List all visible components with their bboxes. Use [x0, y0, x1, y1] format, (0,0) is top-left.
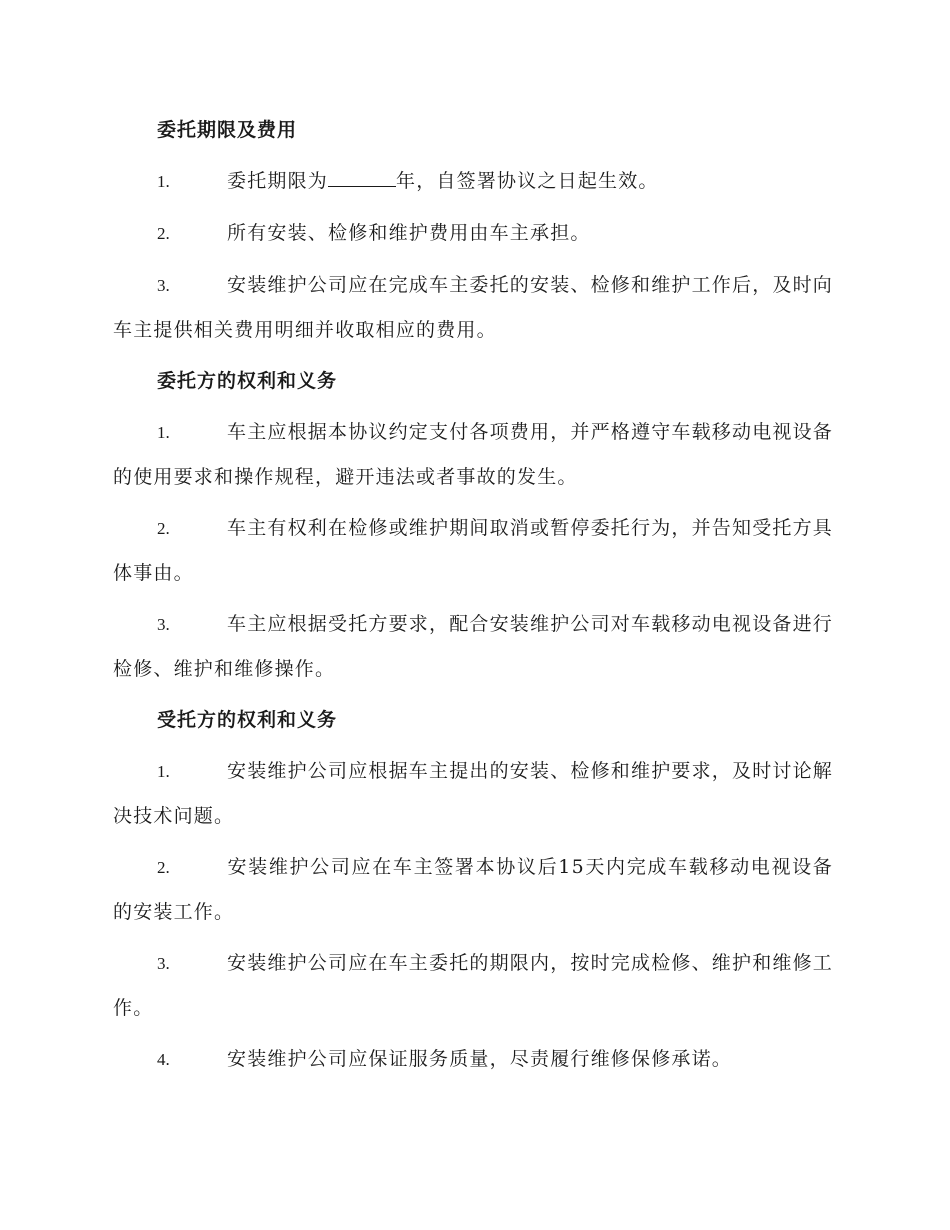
clause-number: 2.: [157, 858, 170, 877]
section-agent-rights: [113, 698, 833, 1082]
section-heading: 委托方的权利和义务: [157, 370, 338, 392]
section-principal-rights: [113, 359, 833, 691]
clause-item: [113, 749, 833, 838]
clause-item: [113, 263, 833, 352]
clause-number: 3.: [157, 615, 170, 634]
clause-text: 车主应根据本协议约定支付各项费用，并严格遵守车载移动电视设备的使用要求和操作规程，避开违法或者事故的发生。: [113, 421, 834, 488]
clause-item: [113, 845, 833, 934]
clause-text: 安装维护公司应根据车主提出的安装、检修和维护要求，及时讨论解决技术问题。: [113, 760, 834, 827]
clause-number: 2.: [157, 519, 170, 538]
clause-item: [113, 1037, 833, 1082]
clause-item: [113, 410, 833, 499]
clause-text: 车主有权利在检修或维护期间取消或暂停委托行为，并告知受托方具体事由。: [113, 517, 834, 584]
clause-item: [113, 602, 833, 691]
clause-number: 1.: [157, 762, 170, 781]
clause-text: 安装维护公司应在完成车主委托的安装、检修和维护工作后，及时向车主提供相关费用明细并收取相应的费用。: [113, 274, 834, 341]
fill-in-blank-line: [328, 162, 396, 187]
clause-text: 安装维护公司应保证服务质量，尽责履行维修保修承诺。: [227, 1048, 733, 1070]
clause-text-after-blank: 年，自签署协议之日起生效。: [396, 170, 659, 192]
clause-number: 3.: [157, 954, 170, 973]
clause-item: [113, 941, 833, 1030]
clause-number: 1.: [157, 172, 170, 191]
clause-number: 1.: [157, 423, 170, 442]
clause-item: [113, 211, 833, 256]
clause-number: 2.: [157, 224, 170, 243]
section-heading: 受托方的权利和义务: [157, 709, 338, 731]
clause-item: [113, 506, 833, 595]
clause-text: 安装维护公司应在车主委托的期限内，按时完成检修、维护和维修工作。: [113, 952, 834, 1019]
clause-text: 所有安装、检修和维护费用由车主承担。: [227, 222, 591, 244]
clause-item: [113, 159, 833, 204]
clause-number: 3.: [157, 276, 170, 295]
clause-text-before-blank: 委托期限为: [227, 170, 329, 192]
section-heading: 委托期限及费用: [157, 119, 298, 141]
clause-number: 4.: [157, 1050, 170, 1069]
section-term-and-fees: [113, 108, 833, 352]
clause-text: 安装维护公司应在车主签署本协议后15天内完成车载移动电视设备的安装工作。: [113, 856, 833, 923]
clause-text: 车主应根据受托方要求，配合安装维护公司对车载移动电视设备进行检修、维护和维修操作。: [113, 613, 834, 680]
document-body: [113, 108, 833, 1089]
